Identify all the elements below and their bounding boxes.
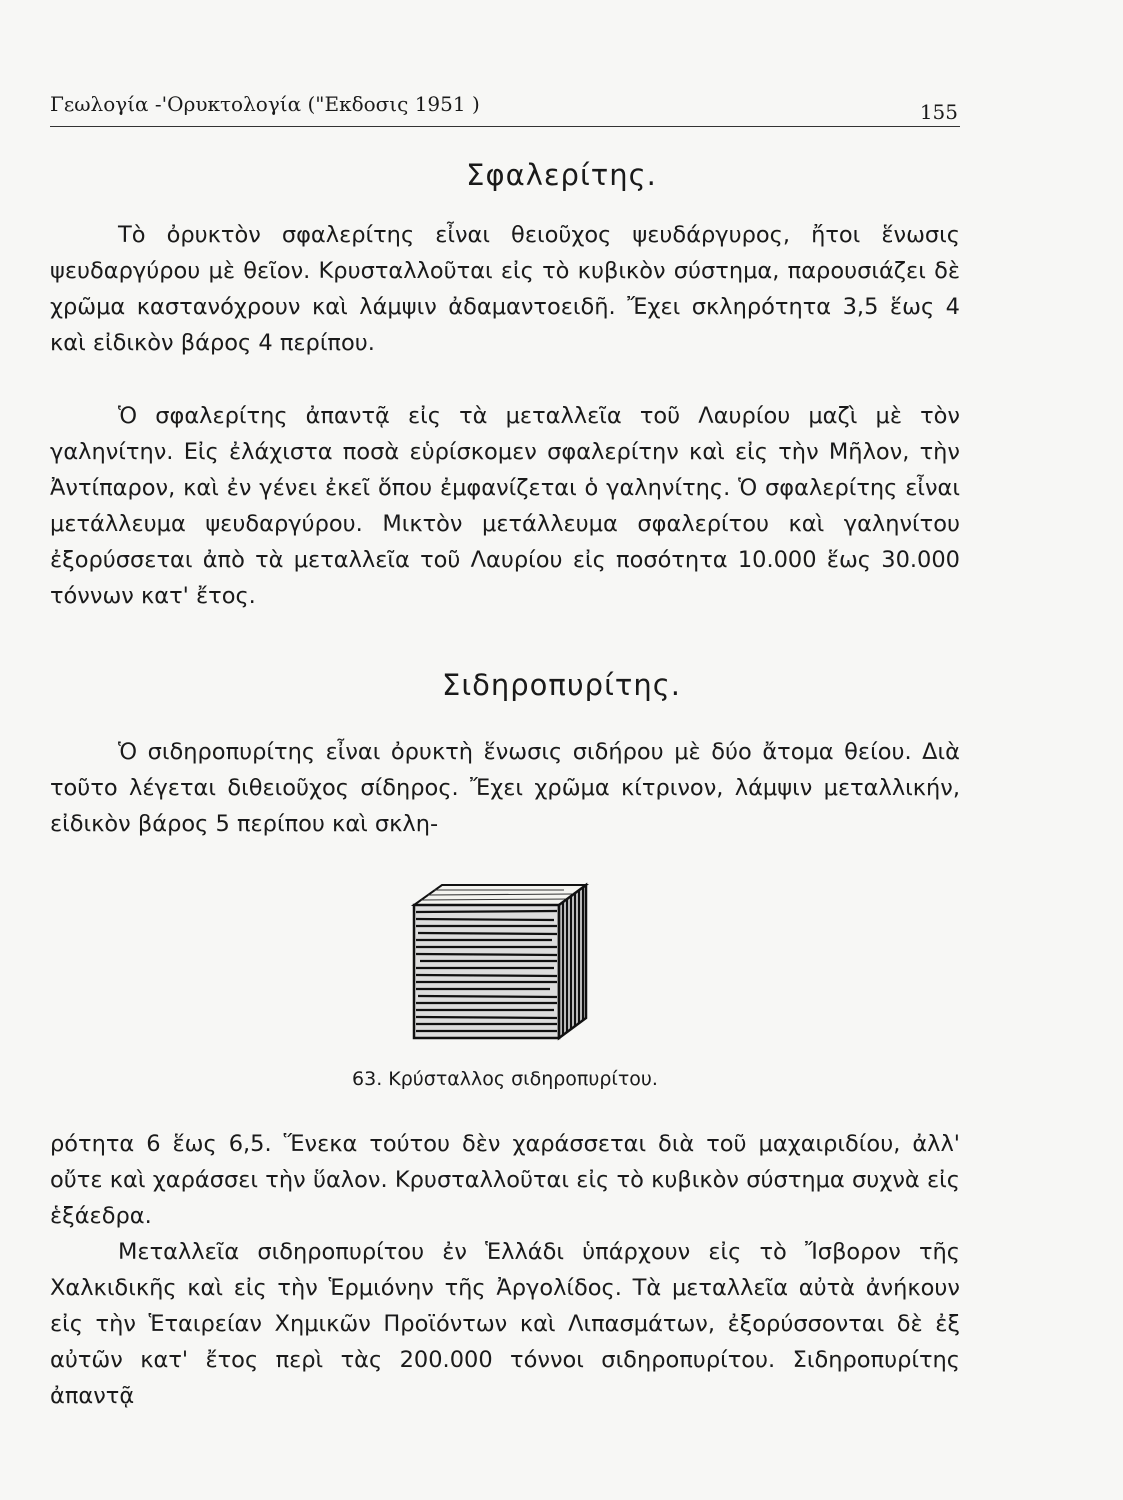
paragraph-pyrite-properties: Ὁ σιδηροπυρίτης εἶναι ὀρυκτὴ ἕνωσις σιδήρου μὲ δύο ἄτομα θείου. Διὰ τοῦτο λέγεται διθειοῦχος σίδηρος. Ἔχει χρῶμα κίτρινον, λάμψιν μεταλλικήν, εἰδικὸν βάρος 5 περίπου καὶ σκλη- — [50, 739, 960, 837]
running-title: Γεωλογία -'Ορυκτολογία ("Εκδοσις 1951 ) — [50, 92, 480, 116]
section-heading-sphalerite: Σφαλερίτης. — [466, 158, 657, 192]
paragraph-sphalerite-occurrence: Ὁ σφαλερίτης ἀπαντᾷ εἰς τὰ μεταλλεῖα τοῦ Λαυρίου μαζὶ μὲ τὸν γαληνίτην. Εἰς ἐλάχιστα ποσὰ εὑρίσκομεν σφαλερίτην καὶ εἰς τὴν Μῆλον, τὴν Ἀντίπαρον, καὶ ἐν γένει ἐκεῖ ὅπου ἐμφανίζεται ὁ γαληνίτης. Ὁ σφαλερίτης εἶναι μετάλλευμα ψευδαργύρου. Μικτὸν μετάλλευμα σφαλερίτου καὶ γαληνίτου ἐξορύσσεται ἀπὸ τὰ μεταλλεῖα τοῦ Λαυρίου εἰς ποσότητα 10.000 ἕως 30.000 τόννων κατ' ἔτος. — [50, 403, 960, 609]
figure-caption: 63. Κρύσταλλος σιδηροπυρίτου. — [352, 1068, 658, 1090]
paragraph-pyrite-hardness: ρότητα 6 ἕως 6,5. Ἕνεκα τούτου δὲν χαράσσεται διὰ τοῦ μαχαιριδίου, ἀλλ' οὔτε καὶ χαράσσει τὴν ὕαλον. Κρυσταλλοῦται εἰς τὸ κυβικὸν σύστημα συχνὰ εἰς ἑξάεδρα. — [50, 1131, 960, 1229]
pyrite-cube-crystal-icon — [404, 880, 614, 1050]
section-heading-pyrite: Σιδηροπυρίτης. — [442, 668, 681, 702]
running-header — [50, 90, 960, 127]
paragraph-sphalerite-properties: Τὸ ὀρυκτὸν σφαλερίτης εἶναι θειοῦχος ψευδάργυρος, ἤτοι ἕνωσις ψευδαργύρου μὲ θεῖον. Κρυσταλλοῦται εἰς τὸ κυβικὸν σύστημα, παρουσιάζει δὲ χρῶμα καστανόχρουν καὶ λάμψιν ἀδαμαντοειδῆ. Ἔχει σκληρότητα 3,5 ἕως 4 καὶ εἰδικὸν βάρος 4 περίπου. — [50, 222, 960, 356]
page-number: 155 — [919, 100, 958, 124]
paragraph-pyrite-mines: Μεταλλεῖα σιδηροπυρίτου ἐν Ἑλλάδι ὑπάρχουν εἰς τὸ Ἴσβορον τῆς Χαλκιδικῆς καὶ εἰς τὴν Ἑρμιόνην τῆς Ἀργολίδος. Τὰ μεταλλεῖα αὐτὰ ἀνήκουν εἰς τὴν Ἑταιρείαν Χημικῶν Προϊόντων καὶ Λιπασμάτων, ἐξορύσσονται δὲ ἐξ αὐτῶν κατ' ἔτος περὶ τὰς 200.000 τόννοι σιδηροπυρίτου. Σιδηροπυρίτης ἀπαντᾷ — [50, 1239, 960, 1409]
